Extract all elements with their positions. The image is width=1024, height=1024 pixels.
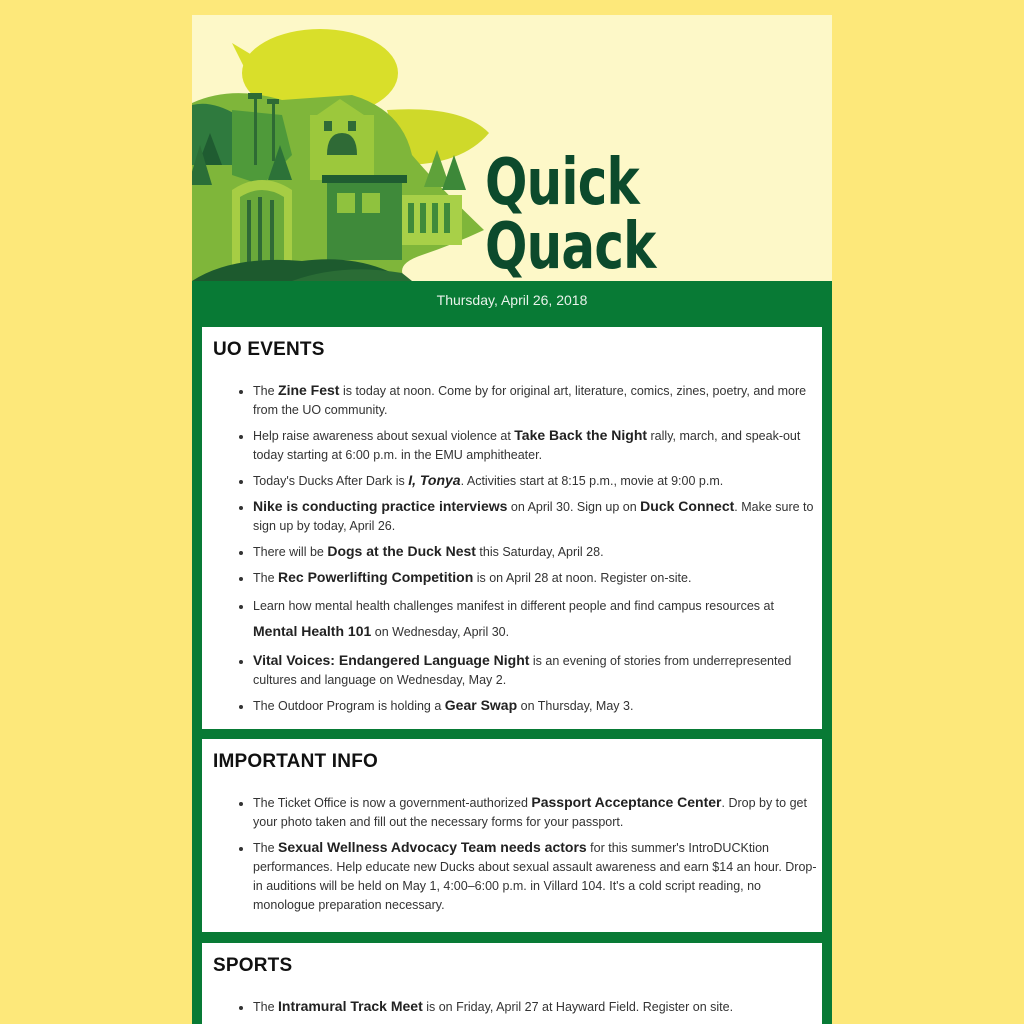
- item-link[interactable]: Passport Acceptance Center: [531, 794, 722, 810]
- list-item: • Nike is conducting practice interviews on April 30. Sign up on Duck Connect. Make sure to sign up by today, April 26.: [253, 497, 818, 536]
- issue-date: Thursday, April 26, 2018: [436, 292, 588, 308]
- item-link[interactable]: Take Back the Night: [514, 427, 648, 443]
- item-link[interactable]: Dogs at the Duck Nest: [327, 543, 476, 559]
- info-list: [202, 793, 822, 921]
- list-item: • Learn how mental health challenges manifest in different people and find campus resources at Mental Health 101 on Wednesday, April 30.: [253, 594, 818, 645]
- item-link[interactable]: I, Tonya: [408, 472, 461, 488]
- section-title: UO EVENTS: [213, 339, 325, 360]
- list-item: • The Ticket Office is now a government-authorized Passport Acceptance Center. Drop by to get your photo taken and fill out the necessary forms for your passport.: [253, 793, 818, 832]
- item-link[interactable]: Nike is conducting practice interviews: [253, 498, 508, 514]
- item-link[interactable]: Zine Fest: [278, 382, 340, 398]
- list-item: • There will be Dogs at the Duck Nest this Saturday, April 28.: [253, 542, 818, 562]
- item-link[interactable]: Rec Powerlifting Competition: [278, 569, 474, 585]
- header-banner: [192, 15, 832, 281]
- section-title: SPORTS: [213, 955, 293, 976]
- list-item: • The Sexual Wellness Advocacy Team needs actors for this summer's IntroDUCKtion performances. Help educate new Ducks about sexual assault awareness and earn $14 an hour. Drop-in auditions will be held on May 1, 4:00–6:00 p.m. in Villard 104. It's a cold script reading, no monologue preparation necessary.: [253, 838, 818, 915]
- newsletter-title: Quick Quack: [485, 146, 656, 281]
- section-title: IMPORTANT INFO: [213, 751, 378, 772]
- list-item: • The Rec Powerlifting Competition is on April 28 at noon. Register on-site.: [253, 568, 818, 588]
- list-item: • Vital Voices: Endangered Language Night is an evening of stories from underrepresented cultures and language on Wednesday, May 2.: [253, 651, 818, 690]
- item-link[interactable]: Sexual Wellness Advocacy Team needs actors: [278, 839, 587, 855]
- event-list: [202, 381, 822, 722]
- item-link[interactable]: Duck Connect: [640, 498, 735, 514]
- section-important-info: [202, 739, 822, 932]
- item-link[interactable]: Mental Health 101: [253, 623, 372, 639]
- list-item: • The Zine Fest is today at noon. Come by for original art, literature, comics, zines, poetry, and more from the UO community.: [253, 381, 818, 420]
- item-link[interactable]: Intramural Track Meet: [278, 998, 423, 1014]
- list-item: • The Outdoor Program is holding a Gear Swap on Thursday, May 3.: [253, 696, 818, 716]
- section-uo-events: [202, 327, 822, 729]
- list-item: • The Intramural Track Meet is on Friday, April 27 at Hayward Field. Register on site.: [253, 997, 733, 1017]
- newsletter: [192, 15, 832, 1024]
- section-sports: [202, 943, 822, 1024]
- sports-list: [202, 997, 737, 1023]
- list-item: • Help raise awareness about sexual violence at Take Back the Night rally, march, and speak-out today starting at 6:00 p.m. in the EMU amphitheater.: [253, 426, 818, 465]
- item-link[interactable]: Gear Swap: [444, 697, 518, 713]
- item-link[interactable]: Vital Voices: Endangered Language Night: [253, 652, 530, 668]
- list-item: • Today's Ducks After Dark is I, Tonya. Activities start at 8:15 p.m., movie at 9:00 p.m.: [253, 471, 818, 491]
